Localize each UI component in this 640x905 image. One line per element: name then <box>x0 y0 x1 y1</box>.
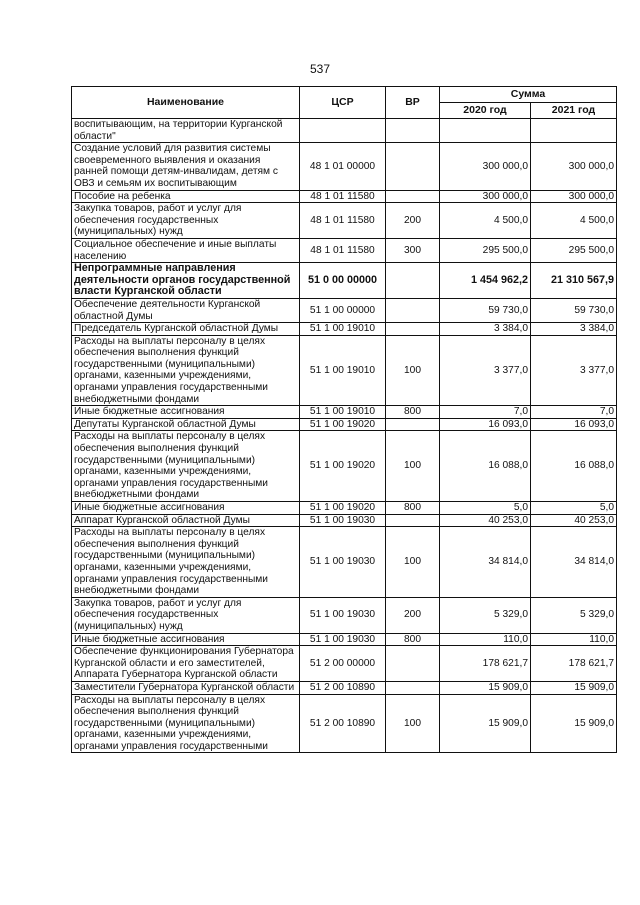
row-sum-2020: 300 000,0 <box>440 190 531 203</box>
row-name: Закупка товаров, работ и услуг для обеспечения государственных (муниципальных) нужд <box>72 597 300 633</box>
row-csr: 51 1 00 00000 <box>300 298 386 322</box>
row-csr: 51 2 00 10890 <box>300 694 386 753</box>
row-sum-2021: 40 253,0 <box>531 514 617 527</box>
row-sum-2021: 300 000,0 <box>531 143 617 190</box>
row-name: Социальное обеспечение и иные выплаты населению <box>72 238 300 262</box>
row-name: Расходы на выплаты персоналу в целях обеспечения выполнения функций государственными (муниципальными) органами, казенными учреждениями, органами управления государственными внебюджетными фондами <box>72 335 300 406</box>
row-name: Пособие на ребенка <box>72 190 300 203</box>
row-name: Обеспечение функционирования Губернатора Курганской области и его заместителей, Аппарата Губернатора Курганской области <box>72 646 300 682</box>
row-sum-2020: 15 909,0 <box>440 681 531 694</box>
row-vr <box>386 119 440 143</box>
row-vr: 800 <box>386 406 440 419</box>
row-sum-2020: 16 088,0 <box>440 431 531 502</box>
table-row <box>72 646 617 682</box>
table-row <box>72 203 617 239</box>
row-sum-2020: 7,0 <box>440 406 531 419</box>
row-sum-2021: 178 621,7 <box>531 646 617 682</box>
table-row <box>72 527 617 598</box>
row-vr <box>386 263 440 299</box>
row-sum-2020: 15 909,0 <box>440 694 531 753</box>
row-name: Заместители Губернатора Курганской области <box>72 681 300 694</box>
row-vr <box>386 323 440 336</box>
row-vr: 100 <box>386 335 440 406</box>
table-row <box>72 406 617 419</box>
row-sum-2020: 40 253,0 <box>440 514 531 527</box>
row-sum-2021: 7,0 <box>531 406 617 419</box>
row-name: Расходы на выплаты персоналу в целях обеспечения выполнения функций государственными (муниципальными) органами, казенными учреждениями, органами управления государственными внебюджетными фондами <box>72 527 300 598</box>
row-sum-2021: 15 909,0 <box>531 694 617 753</box>
row-name: Расходы на выплаты персоналу в целях обеспечения выполнения функций государственными (муниципальными) органами, казенными учреждениями, органами управления государственными внебюджетными фондами <box>72 431 300 502</box>
row-sum-2021: 295 500,0 <box>531 238 617 262</box>
header-year-2021: 2021 год <box>531 103 617 119</box>
row-sum-2021: 4 500,0 <box>531 203 617 239</box>
row-name: Непрограммные направления деятельности органов государственной власти Курганской области <box>72 263 300 299</box>
row-sum-2020: 59 730,0 <box>440 298 531 322</box>
row-vr <box>386 514 440 527</box>
row-csr: 51 2 00 00000 <box>300 646 386 682</box>
row-name: воспитывающим, на территории Курганской области" <box>72 119 300 143</box>
row-vr <box>386 646 440 682</box>
row-sum-2020 <box>440 119 531 143</box>
row-csr: 51 1 00 19010 <box>300 335 386 406</box>
row-name: Создание условий для развития системы своевременного выявления и оказания ранней помощи детям-инвалидам, детям с ОВЗ и семьям их воспитывающим <box>72 143 300 190</box>
row-vr <box>386 298 440 322</box>
row-sum-2021: 110,0 <box>531 633 617 646</box>
row-name: Аппарат Курганской областной Думы <box>72 514 300 527</box>
table-row <box>72 418 617 431</box>
row-sum-2020: 110,0 <box>440 633 531 646</box>
header-vr: ВР <box>386 87 440 119</box>
row-csr: 48 1 01 11580 <box>300 190 386 203</box>
header-name: Наименование <box>72 87 300 119</box>
row-name: Иные бюджетные ассигнования <box>72 406 300 419</box>
row-sum-2020: 3 377,0 <box>440 335 531 406</box>
header-csr: ЦСР <box>300 87 386 119</box>
row-sum-2020: 295 500,0 <box>440 238 531 262</box>
row-sum-2020: 178 621,7 <box>440 646 531 682</box>
table-row <box>72 119 617 143</box>
budget-table <box>71 86 617 753</box>
row-sum-2020: 5 329,0 <box>440 597 531 633</box>
row-csr: 51 2 00 10890 <box>300 681 386 694</box>
row-vr: 800 <box>386 502 440 515</box>
row-name: Депутаты Курганской областной Думы <box>72 418 300 431</box>
row-sum-2021: 59 730,0 <box>531 298 617 322</box>
row-sum-2021: 3 384,0 <box>531 323 617 336</box>
row-vr: 200 <box>386 203 440 239</box>
row-sum-2021: 16 093,0 <box>531 418 617 431</box>
row-sum-2020: 34 814,0 <box>440 527 531 598</box>
table-row <box>72 597 617 633</box>
row-vr: 100 <box>386 431 440 502</box>
row-sum-2020: 1 454 962,2 <box>440 263 531 299</box>
row-sum-2021: 15 909,0 <box>531 681 617 694</box>
table-row <box>72 190 617 203</box>
row-sum-2020: 5,0 <box>440 502 531 515</box>
row-vr: 300 <box>386 238 440 262</box>
row-csr: 51 1 00 19020 <box>300 502 386 515</box>
row-sum-2021: 300 000,0 <box>531 190 617 203</box>
row-csr: 51 1 00 19030 <box>300 597 386 633</box>
table-row <box>72 633 617 646</box>
table-row <box>72 335 617 406</box>
row-csr: 51 1 00 19020 <box>300 418 386 431</box>
row-csr: 51 1 00 19010 <box>300 323 386 336</box>
row-csr: 51 0 00 00000 <box>300 263 386 299</box>
table-row <box>72 143 617 190</box>
table-row <box>72 681 617 694</box>
header-row <box>72 87 617 103</box>
row-sum-2020: 4 500,0 <box>440 203 531 239</box>
row-csr <box>300 119 386 143</box>
row-name: Иные бюджетные ассигнования <box>72 502 300 515</box>
table-row <box>72 298 617 322</box>
row-name: Иные бюджетные ассигнования <box>72 633 300 646</box>
row-sum-2021: 5,0 <box>531 502 617 515</box>
row-name: Обеспечение деятельности Курганской областной Думы <box>72 298 300 322</box>
row-csr: 48 1 01 11580 <box>300 238 386 262</box>
table-row <box>72 263 617 299</box>
row-vr: 200 <box>386 597 440 633</box>
row-csr: 51 1 00 19010 <box>300 406 386 419</box>
row-sum-2021: 21 310 567,9 <box>531 263 617 299</box>
table-row <box>72 514 617 527</box>
row-csr: 48 1 01 00000 <box>300 143 386 190</box>
row-csr: 51 1 00 19030 <box>300 514 386 527</box>
row-vr: 100 <box>386 694 440 753</box>
table-row <box>72 323 617 336</box>
row-sum-2021: 34 814,0 <box>531 527 617 598</box>
row-csr: 48 1 01 11580 <box>300 203 386 239</box>
row-sum-2021: 16 088,0 <box>531 431 617 502</box>
row-sum-2020: 16 093,0 <box>440 418 531 431</box>
row-name: Закупка товаров, работ и услуг для обеспечения государственных (муниципальных) нужд <box>72 203 300 239</box>
row-sum-2021 <box>531 119 617 143</box>
table-row <box>72 238 617 262</box>
row-vr <box>386 418 440 431</box>
page-number: 537 <box>309 62 331 76</box>
table-row <box>72 431 617 502</box>
row-vr: 100 <box>386 527 440 598</box>
row-sum-2021: 3 377,0 <box>531 335 617 406</box>
row-name: Председатель Курганской областной Думы <box>72 323 300 336</box>
row-vr <box>386 681 440 694</box>
table-row <box>72 694 617 753</box>
row-csr: 51 1 00 19030 <box>300 527 386 598</box>
row-sum-2020: 300 000,0 <box>440 143 531 190</box>
table-body <box>72 119 617 753</box>
table-row <box>72 502 617 515</box>
row-vr <box>386 190 440 203</box>
row-name: Расходы на выплаты персоналу в целях обеспечения выполнения функций государственными (муниципальными) органами, казенными учреждениями, органами управления государственными <box>72 694 300 753</box>
row-vr <box>386 143 440 190</box>
row-csr: 51 1 00 19030 <box>300 633 386 646</box>
header-year-2020: 2020 год <box>440 103 531 119</box>
row-vr: 800 <box>386 633 440 646</box>
header-sum: Сумма <box>440 87 617 103</box>
row-sum-2020: 3 384,0 <box>440 323 531 336</box>
row-sum-2021: 5 329,0 <box>531 597 617 633</box>
row-csr: 51 1 00 19020 <box>300 431 386 502</box>
